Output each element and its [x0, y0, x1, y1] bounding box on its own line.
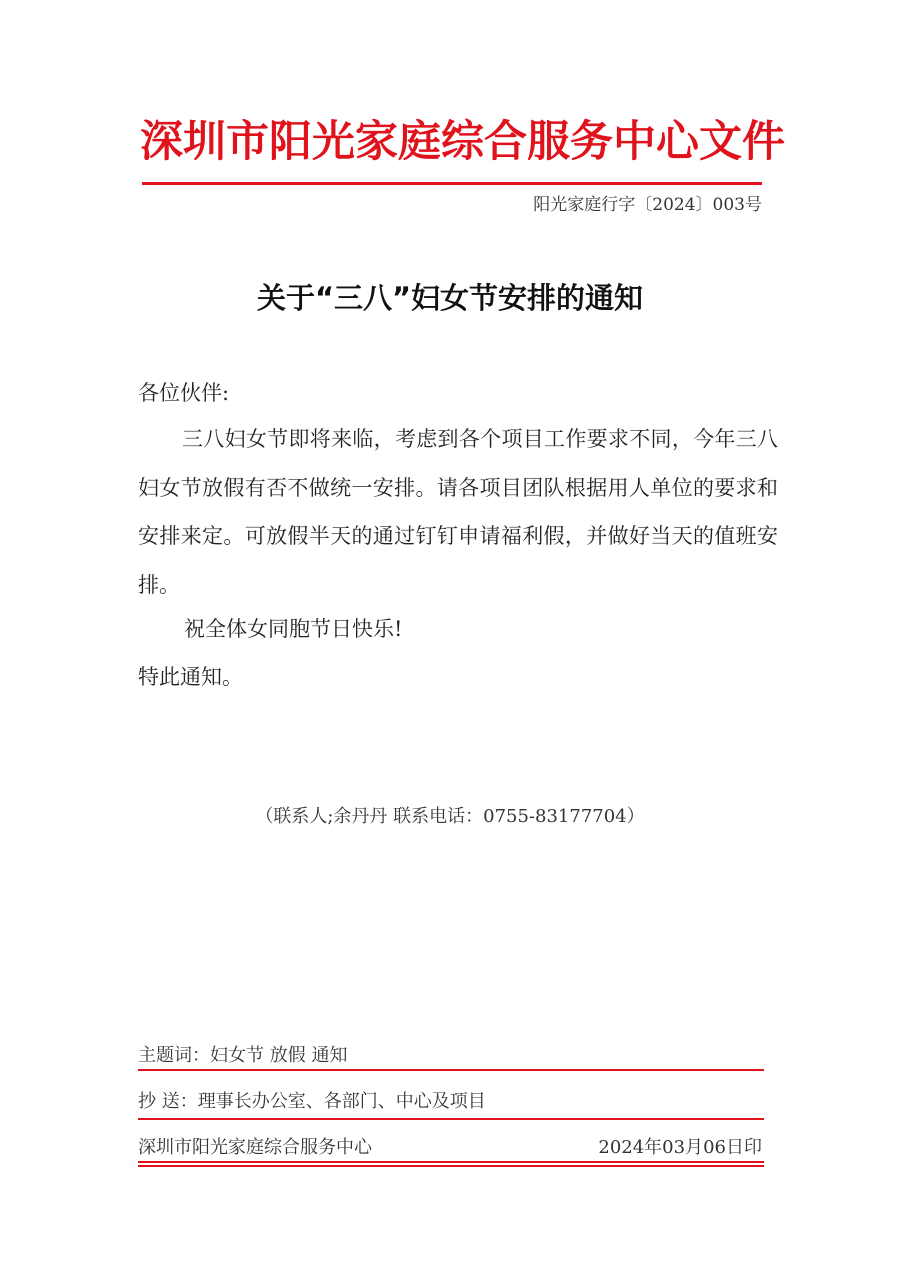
contact-info: （联系人;余丹丹 联系电话：0755-83177704）	[255, 806, 645, 827]
salutation: 各位伙伴:	[138, 381, 230, 405]
issuing-organization: 深圳市阳光家庭综合服务中心	[138, 1137, 372, 1158]
closing-line: 特此通知。	[138, 665, 243, 689]
footer-divider-bottom-1	[138, 1161, 764, 1163]
festival-wish: 祝全体女同胞节日快乐!	[184, 617, 403, 641]
document-number: 阳光家庭行字〔2024〕003号	[533, 195, 762, 215]
footer-divider-bottom-2	[138, 1165, 764, 1167]
carbon-copy-list: 抄 送：理事长办公室、各部门、中心及项目	[138, 1091, 486, 1112]
footer-divider-middle	[138, 1118, 764, 1120]
document-header-title: 深圳市阳光家庭综合服务中心文件	[140, 117, 785, 167]
footer-divider-top	[138, 1069, 764, 1071]
print-date: 2024年03月06日印	[598, 1137, 762, 1158]
subject-keywords: 主题词：妇女节 放假 通知	[138, 1045, 348, 1066]
header-divider	[142, 182, 762, 185]
notice-paragraph: 三八妇女节即将来临，考虑到各个项目工作要求不同，今年三八妇女节放假有否不做统一安排。请各项目团队根据用人单位的要求和安排来定。可放假半天的通过钉钉申请福利假，并做好当天的值班安排。	[138, 427, 778, 597]
notice-title: 关于“三八”妇女节安排的通知	[256, 281, 644, 315]
